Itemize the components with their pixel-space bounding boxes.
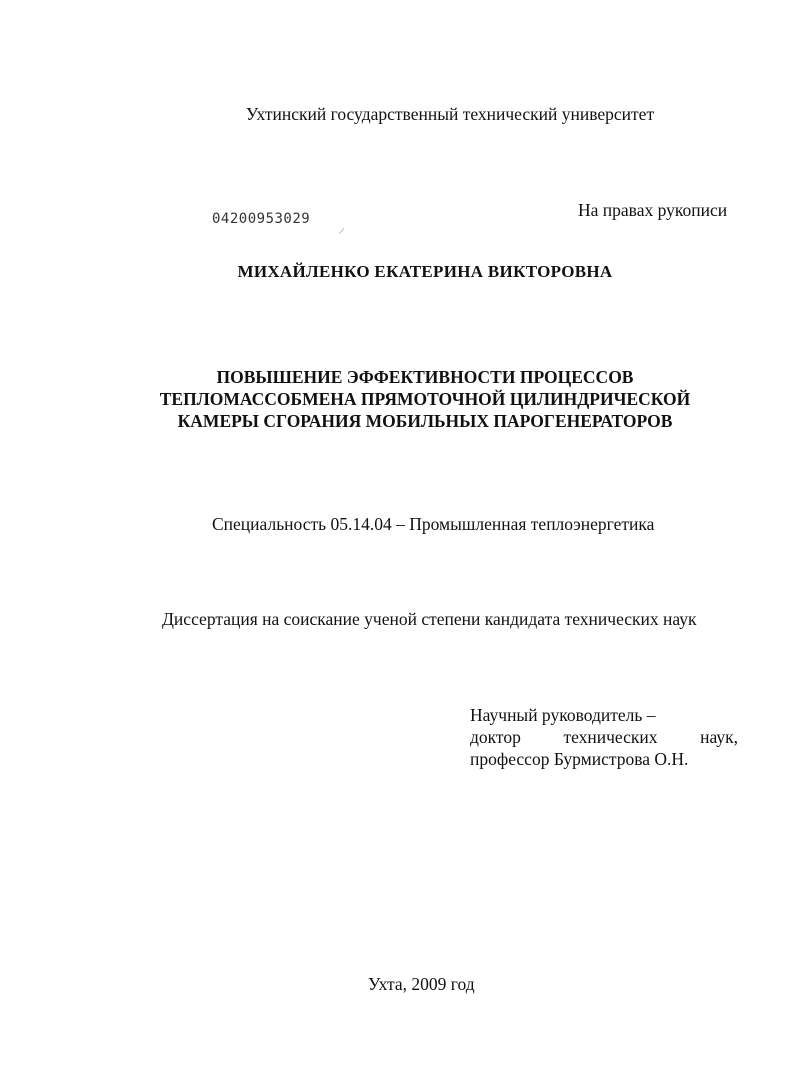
scan-mark: /: [338, 225, 345, 238]
specialty: Специальность 05.14.04 – Промышленная теплоэнергетика: [212, 514, 655, 534]
supervisor-degree: доктор технических наук,: [470, 727, 738, 747]
title-line: ПОВЫШЕНИЕ ЭФФЕКТИВНОСТИ ПРОЦЕССОВ: [216, 367, 634, 387]
title-line: ТЕПЛОМАССОБМЕНА ПРЯМОТОЧНОЙ ЦИЛИНДРИЧЕСКОЙ: [159, 389, 691, 409]
supervisor-label: Научный руководитель –: [470, 705, 656, 725]
university-name: Ухтинский государственный технический университет: [245, 104, 655, 124]
degree-statement: Диссертация на соискание ученой степени кандидата технических наук: [162, 609, 697, 629]
place-and-year: Ухта, 2009 год: [368, 974, 475, 994]
supervisor-name: профессор Бурмистрова О.Н.: [470, 749, 689, 769]
author-name: МИХАЙЛЕНКО ЕКАТЕРИНА ВИКТОРОВНА: [237, 262, 613, 281]
rights-notice: На правах рукописи: [578, 200, 728, 220]
dissertation-title: [0, 366, 793, 432]
title-line: КАМЕРЫ СГОРАНИЯ МОБИЛЬНЫХ ПАРОГЕНЕРАТОРОВ: [177, 411, 673, 431]
supervisor-block: [470, 704, 738, 770]
catalog-number: 04200953029: [212, 211, 311, 227]
